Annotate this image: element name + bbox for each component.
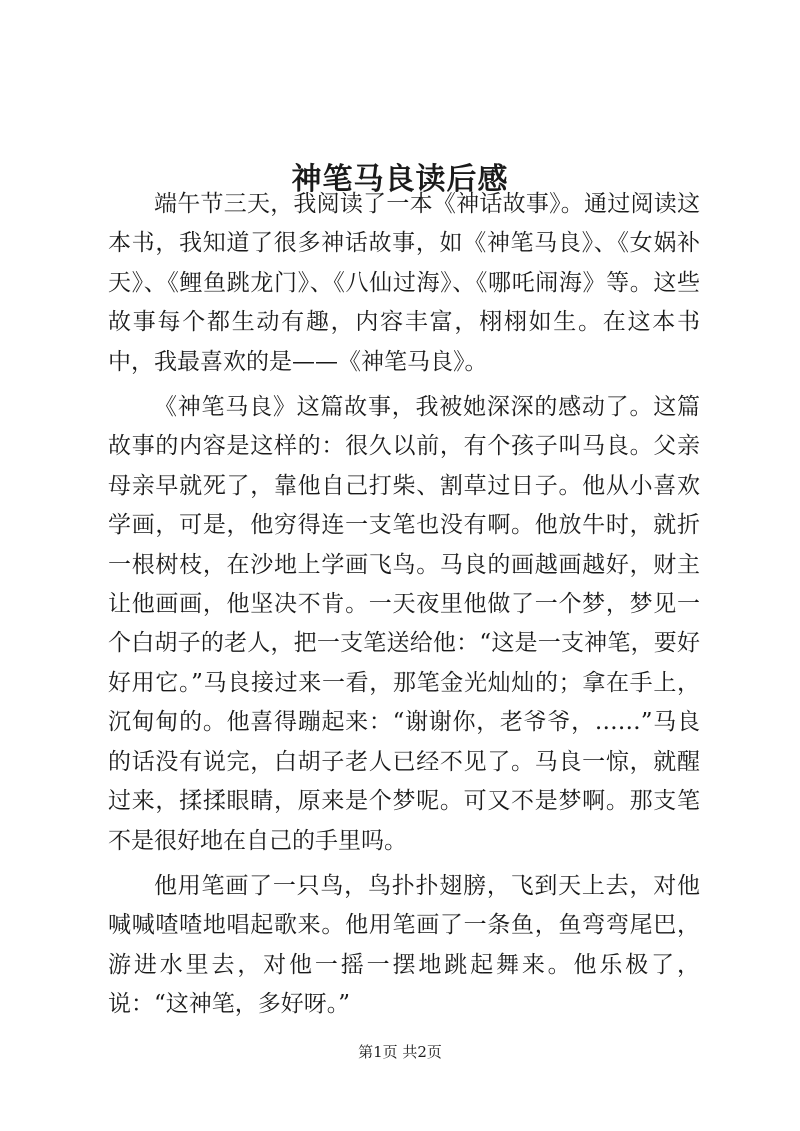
page-number-footer: 第1页 共2页 — [358, 1043, 442, 1061]
document-title: 神笔马良读后感 — [291, 162, 509, 198]
paragraph-2: 《神笔马良》这篇故事，我被她深深的感动了。这篇故事的内容是这样的：很久以前，有个孩子叫马良。父亲母亲早就死了，靠他自己打柴、割草过日子。他从小喜欢学画，可是，他穷得连一支笔也没有啊。他放牛时，就折一根树枝，在沙地上学画飞鸟。马良的画越画越好，财主让他画画，他坚决不肯。一天夜里他做了一个梦，梦见一个白胡子的老人，把一支笔送给他：“这是一支神笔，要好好用它。”马良接过来一看，那笔金光灿灿的；拿在手上，沉甸甸的。他喜得蹦起来：“谢谢你，老爷爷，……”马良的话没有说完，白胡子老人已经不见了。马良一惊，就醒过来，揉揉眼睛，原来是个梦呢。可又不是梦啊。那支笔不是很好地在自己的手里吗。 — [108, 394, 700, 854]
paragraph-3: 他用笔画了一只鸟，鸟扑扑翅膀，飞到天上去，对他喊喊喳喳地唱起歌来。他用笔画了一条鱼，鱼弯弯尾巴，游进水里去，对他一摇一摆地跳起舞来。他乐极了，说：“这神笔，多好呀。” — [108, 872, 700, 1018]
paragraph-1: 端午节三天，我阅读了一本《神话故事》。通过阅读这本书，我知道了很多神话故事，如《神笔马良》、《女娲补天》、《鲤鱼跳龙门》、《八仙过海》、《哪吒闹海》等。这些故事每个都生动有趣，内容丰富，栩栩如生。在这本书中，我最喜欢的是——《神笔马良》。 — [108, 191, 700, 375]
document-body — [108, 185, 700, 1031]
